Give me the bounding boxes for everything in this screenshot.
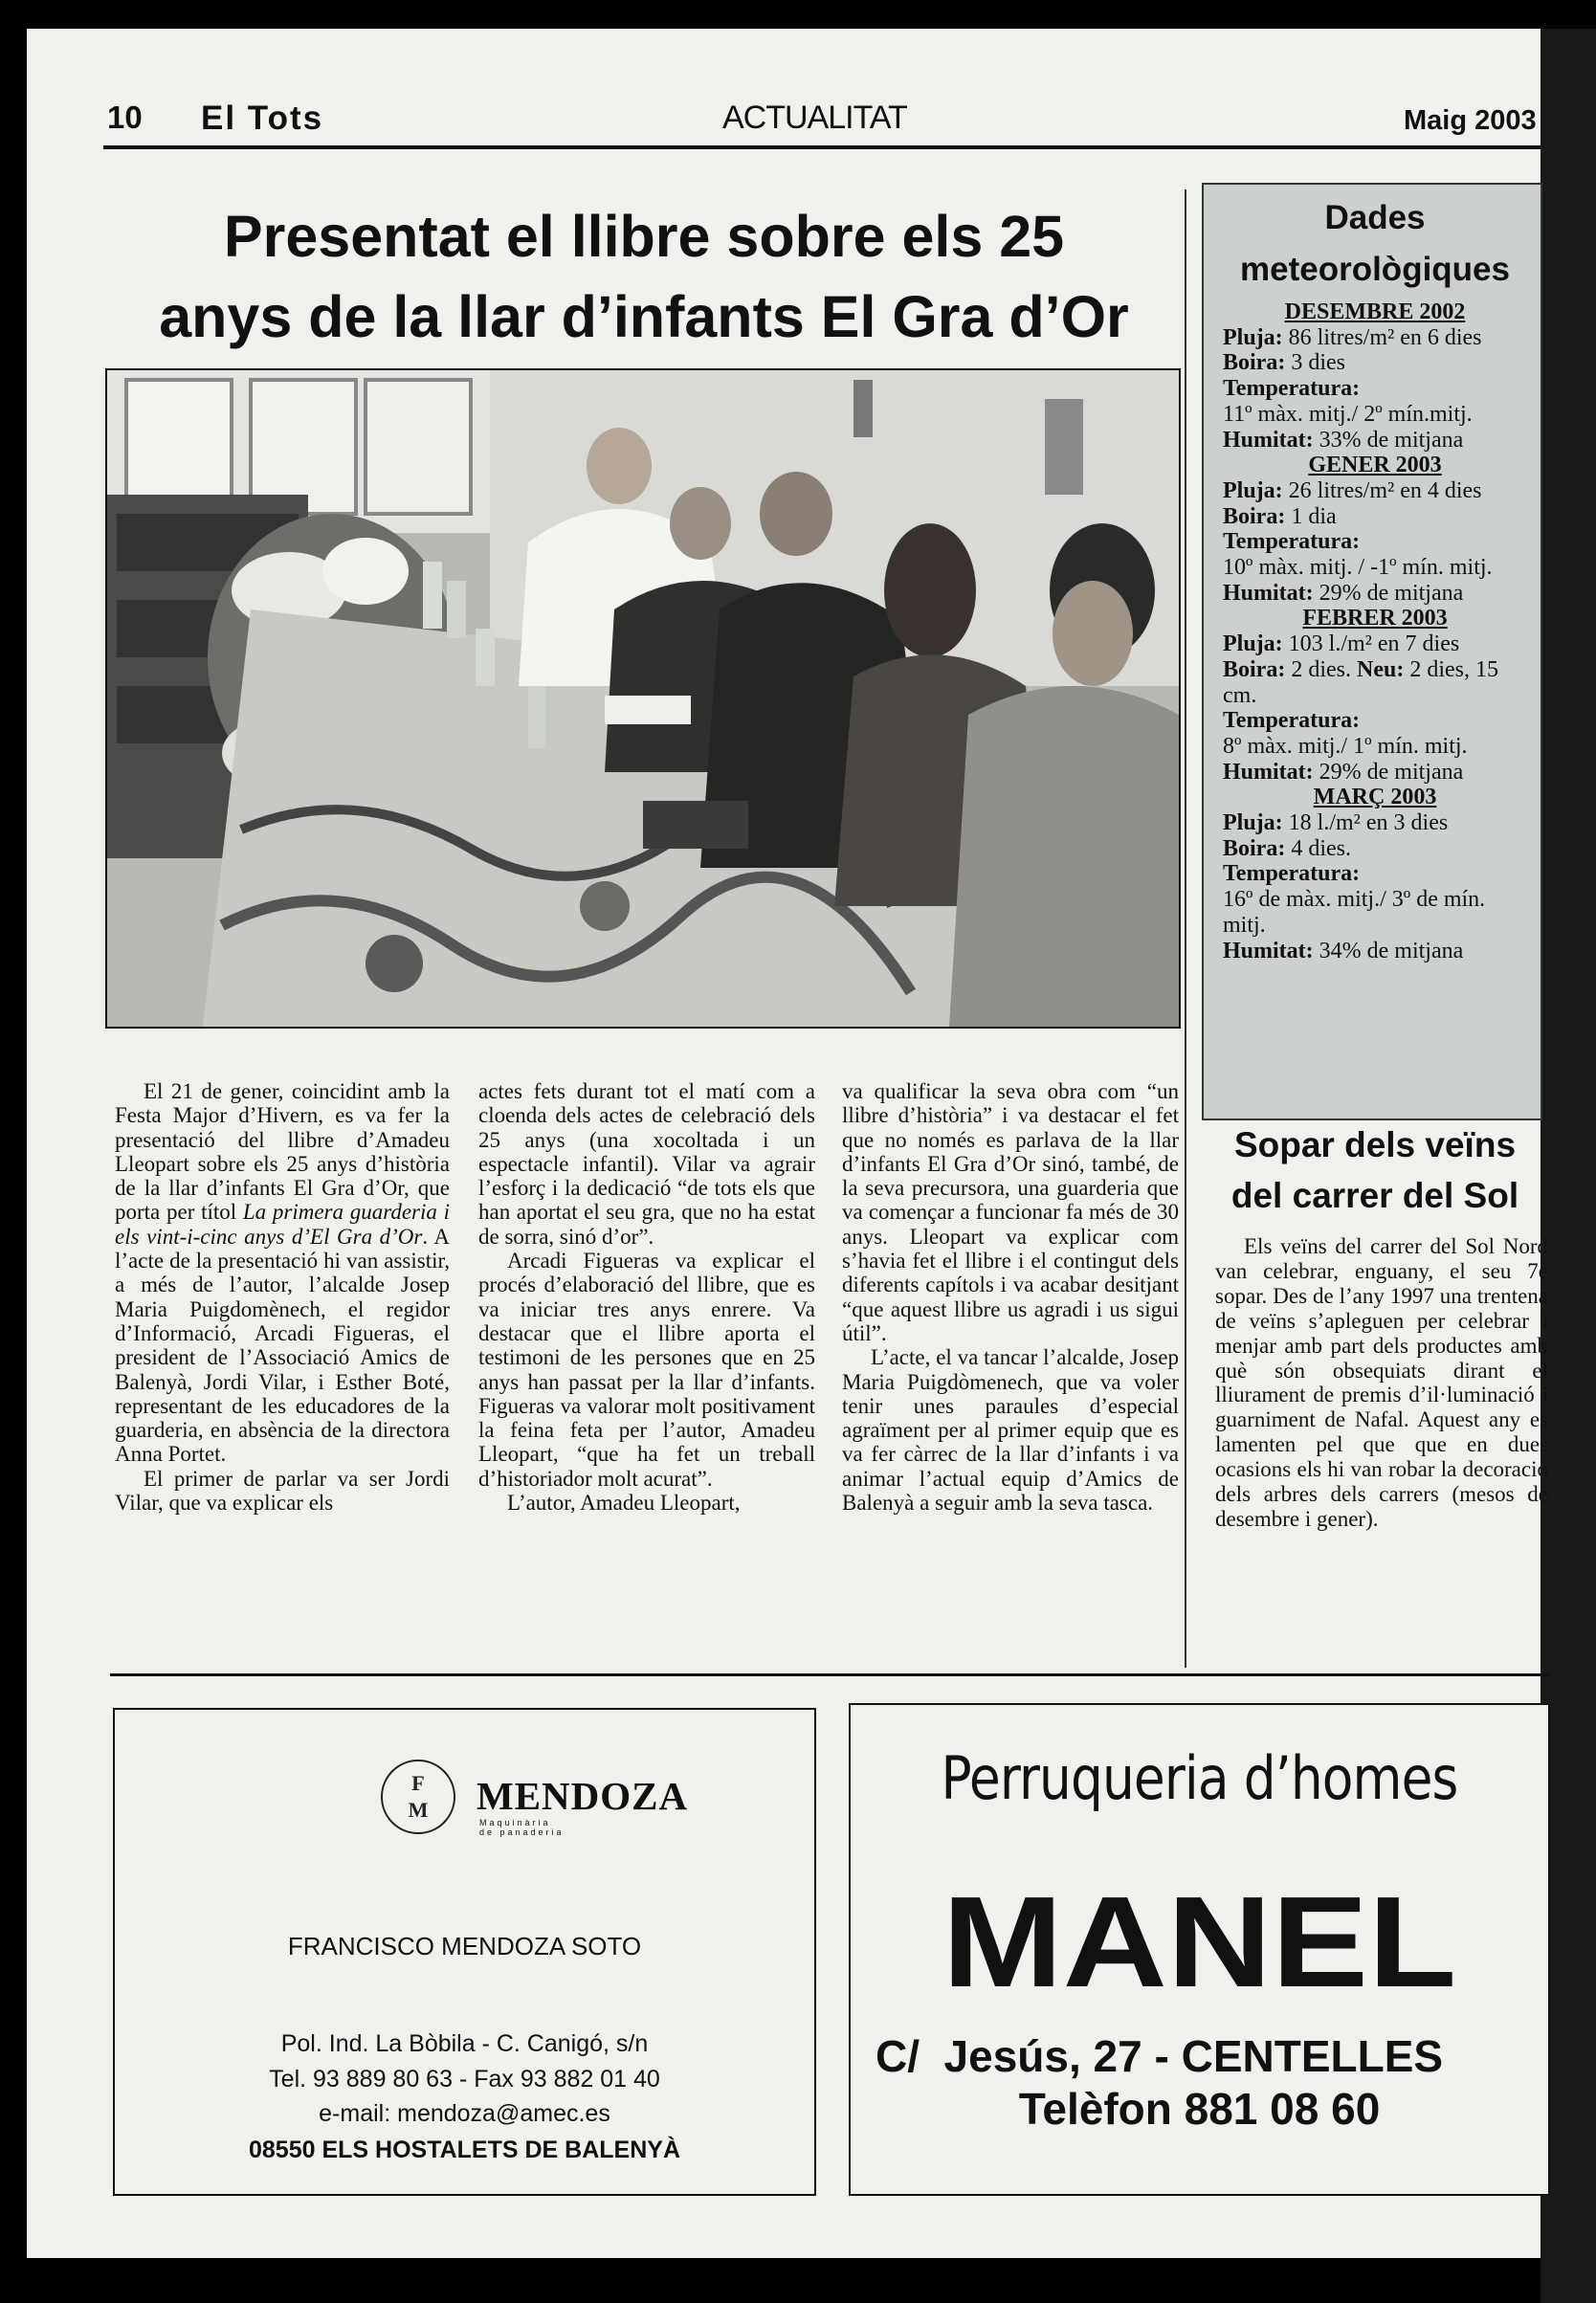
section-name: ACTUALITAT <box>722 100 907 136</box>
weather-line <box>1223 657 1527 708</box>
weather-label: Boira: <box>1223 503 1286 529</box>
mendoza-tagline <box>479 1818 565 1837</box>
manel-title: Perruqueria d’homes <box>941 1743 1458 1813</box>
weather-value: 1 dia <box>1285 503 1337 529</box>
weather-label: Humitat: <box>1223 938 1314 963</box>
article-paragraph: L’acte, el va tancar l’alcalde, Josep Maria Puigdòmenech, que va voler tenir unes paraules d’especial agraïment per al primer equip que es va fer càrrec de la llar d’infants i va animar l’actual equip d’Amics de Balenyà a seguir amb la seva tasca. <box>842 1345 1179 1516</box>
page-number: 10 <box>107 100 143 135</box>
article-column-3 <box>842 1079 1179 1515</box>
issue-date: Maig 2003 <box>1404 105 1537 136</box>
weather-line <box>1223 708 1527 734</box>
mendoza-owner: FRANCISCO MENDOZA SOTO <box>287 1932 642 1960</box>
sopar-headline-line-1: Sopar dels veïns <box>1233 1125 1517 1164</box>
mendoza-email: e-mail: mendoza@amec.es <box>319 2100 610 2127</box>
header-rule <box>103 145 1541 149</box>
tagline-line-2: de panaderia <box>479 1827 565 1837</box>
weather-label: Pluja: <box>1223 631 1283 657</box>
weather-value: 16º de màx. mitj./ 3º de mín. mitj. <box>1223 887 1486 938</box>
weather-value: 34% de mitjana <box>1313 938 1464 963</box>
weather-value: 29% de mitjana <box>1313 759 1464 785</box>
weather-line <box>1223 631 1527 657</box>
weather-line <box>1223 810 1527 836</box>
weather-line <box>1223 402 1527 428</box>
weather-line <box>1223 555 1527 581</box>
weather-label: Temperatura: <box>1223 861 1361 887</box>
article-headline <box>103 196 1185 357</box>
weather-line <box>1223 325 1527 351</box>
weather-value: 3 dies <box>1285 350 1345 376</box>
weather-line <box>1223 939 1527 964</box>
article-paragraph: actes fets durant tot el matí com a cloenda dels actes de celebració dels 25 anys (una xocoltada i un espectacle infantil). Vilar va agrair l’esforç i la dedicació “de tots els que han aportat el seu gra, que no ha estat de sorra, sinó d’or”. <box>478 1079 815 1249</box>
weather-value: 8º màx. mitj./ 1º mín. mitj. <box>1223 733 1468 759</box>
manel-phone: Telèfon 881 08 60 <box>1018 2084 1381 2134</box>
ad-mendoza <box>113 1708 816 2196</box>
sopar-headline-line-2: del carrer del Sol <box>1230 1176 1519 1215</box>
article-paragraph: El primer de parlar va ser Jordi Vilar, que va explicar els <box>115 1466 450 1516</box>
weather-label: Humitat: <box>1223 759 1314 785</box>
weather-title: Dades meteorològiques <box>1240 199 1510 288</box>
weather-value: 18 l./m² en 3 dies <box>1282 810 1449 836</box>
weather-label: Boira: <box>1223 835 1286 861</box>
weather-value: 4 dies. <box>1285 835 1351 861</box>
weather-label: Temperatura: <box>1223 376 1361 402</box>
weather-line <box>1223 428 1527 454</box>
weather-month-heading: FEBRER 2003 <box>1302 606 1448 631</box>
weather-label: Pluja: <box>1223 477 1283 503</box>
weather-month-heading: GENER 2003 <box>1308 453 1442 478</box>
weather-value: 11º màx. mitj./ 2º mín.mitj. <box>1223 401 1473 427</box>
mendoza-city: 08550 ELS HOSTALETS DE BALENYÀ <box>248 2137 681 2163</box>
weather-value: 33% de mitjana <box>1313 427 1464 453</box>
article-paragraph: Arcadi Figueras va explicar el procés d’elaboració del llibre, que es va iniciar tres anys enrere. Va destacar que el llibre aporta el testimoni de les persones que en 25 anys han passat per la llar d’infants. Figueras va valorar molt positivament la feina feta per l’autor, Amadeu Lleopart, “que ha fet un treball d’historiador molt acurat”. <box>478 1249 815 1491</box>
weather-line <box>1223 504 1527 530</box>
weather-line <box>1223 836 1527 862</box>
sopar-article <box>1215 1234 1548 1532</box>
ad-manel <box>849 1703 1550 2196</box>
logo-letter-f: F <box>411 1771 425 1795</box>
sopar-paragraph: Els veïns del carrer del Sol Nord van celebrar, enguany, el seu 7è sopar. Des de l’any 1997 una trentena de veïns s’apleguen per celebrar i menjar amb part dels productes amb què són obsequiats dirant el lliurament de premis d’il·luminació i guarniment de Nafal. Aquest any es lamenten pel que que en dues ocasions els hi van robar la decoració dels arbres dels carrers (mesos de desembre i gener). <box>1215 1234 1548 1531</box>
article-paragraph: L’autor, Amadeu Lleopart, <box>507 1491 741 1516</box>
weather-line <box>1223 581 1527 607</box>
weather-value: 26 litres/m² en 4 dies <box>1282 477 1482 503</box>
article-photo <box>105 368 1181 1029</box>
weather-label: Pluja: <box>1223 810 1283 836</box>
weather-label: Pluja: <box>1223 324 1283 350</box>
column-divider <box>1185 189 1186 1668</box>
weather-month-heading: DESEMBRE 2002 <box>1284 299 1466 324</box>
weather-line <box>1223 861 1527 887</box>
weather-line <box>1223 478 1527 504</box>
weather-value: 2 dies, 15 cm. <box>1223 656 1498 708</box>
article-column-2 <box>478 1079 815 1515</box>
weather-line <box>1223 887 1527 938</box>
weather-month-heading: MARÇ 2003 <box>1313 785 1437 810</box>
weather-line <box>1223 760 1527 786</box>
weather-line <box>1223 734 1527 760</box>
paragraph-text: . A l’acte de la presentació hi van assistir, a més de l’autor, l’alcalde Josep Maria Puigdomènech, el regidor d’Informació, Arcadi Figueras, el president de l’Associació Amics de Balenyà, Jordi Vilar, i Esther Boté, representant de les educadores de la guarderia, en absència de la directora Anna Portet. <box>115 1224 451 1467</box>
mendoza-logo-icon <box>381 1760 455 1834</box>
weather-value: 103 l./m² en 7 dies <box>1282 631 1460 657</box>
tagline-line-1: Maquinària <box>479 1818 551 1827</box>
weather-label: Temperatura: <box>1223 708 1361 734</box>
weather-label: Humitat: <box>1223 427 1314 453</box>
weather-line <box>1223 350 1527 376</box>
presentation-photo <box>107 370 1179 1027</box>
ads-rule <box>110 1673 1550 1676</box>
mendoza-brand: MENDOZA <box>477 1774 689 1818</box>
manel-address: C/ Jesús, 27 - CENTELLES <box>876 2031 1444 2081</box>
paragraph-text: El 21 de gener, coincidint amb la Festa Major d’Hivern, es va fer la presentació del llibre d’Amadeu Lleopart sobre els 25 anys d’història de la llar d’infants El Gra d’Or, que porta per títol <box>115 1079 450 1225</box>
headline-line-2: anys de la llar d’infants El Gra d’Or <box>159 284 1129 349</box>
weather-label: Boira: <box>1223 350 1286 376</box>
weather-value: 10º màx. mitj. / -1º mín. mitj. <box>1223 555 1493 581</box>
weather-label: Neu: <box>1357 656 1405 682</box>
mendoza-address: Pol. Ind. La Bòbila - C. Canigó, s/n <box>280 2030 649 2057</box>
weather-label: Humitat: <box>1223 580 1314 606</box>
publication-name: El Tots <box>201 100 324 137</box>
weather-label: Temperatura: <box>1223 529 1361 555</box>
mendoza-phone: Tel. 93 889 80 63 - Fax 93 882 01 40 <box>269 2066 660 2093</box>
article-paragraph <box>115 1079 450 1467</box>
weather-months <box>1223 299 1527 963</box>
book-title: La primera guarderia i els vint-i-cinc anys d’El Gra d’Or <box>115 1200 450 1249</box>
weather-line <box>1223 529 1527 555</box>
headline-line-1: Presentat el llibre sobre els 25 <box>223 204 1065 269</box>
weather-value: 86 litres/m² en 6 dies <box>1282 324 1482 350</box>
weather-line <box>1223 376 1527 402</box>
weather-label: Boira: <box>1223 656 1286 682</box>
weather-box <box>1202 183 1542 1120</box>
weather-value: 2 dies. <box>1285 656 1357 682</box>
manel-brand: MANEL <box>942 1870 1457 2014</box>
sopar-headline <box>1208 1119 1542 1221</box>
logo-letter-m: M <box>408 1798 429 1822</box>
article-column-1 <box>115 1079 450 1515</box>
weather-value: 29% de mitjana <box>1313 580 1464 606</box>
article-paragraph: va qualificar la seva obra com “un llibre d’història” i va destacar el fet que no només es parlava de la llar d’infants El Gra d’Or sinó, també, de la seva precursora, una guarderia que va començar a funcionar fa més de 30 anys. Lleopart va explicar com s’havia fet el llibre i el contingut dels diferents capítols i va acabar desitjant “que aquest llibre us agradi i us sigui útil”. <box>842 1079 1179 1345</box>
